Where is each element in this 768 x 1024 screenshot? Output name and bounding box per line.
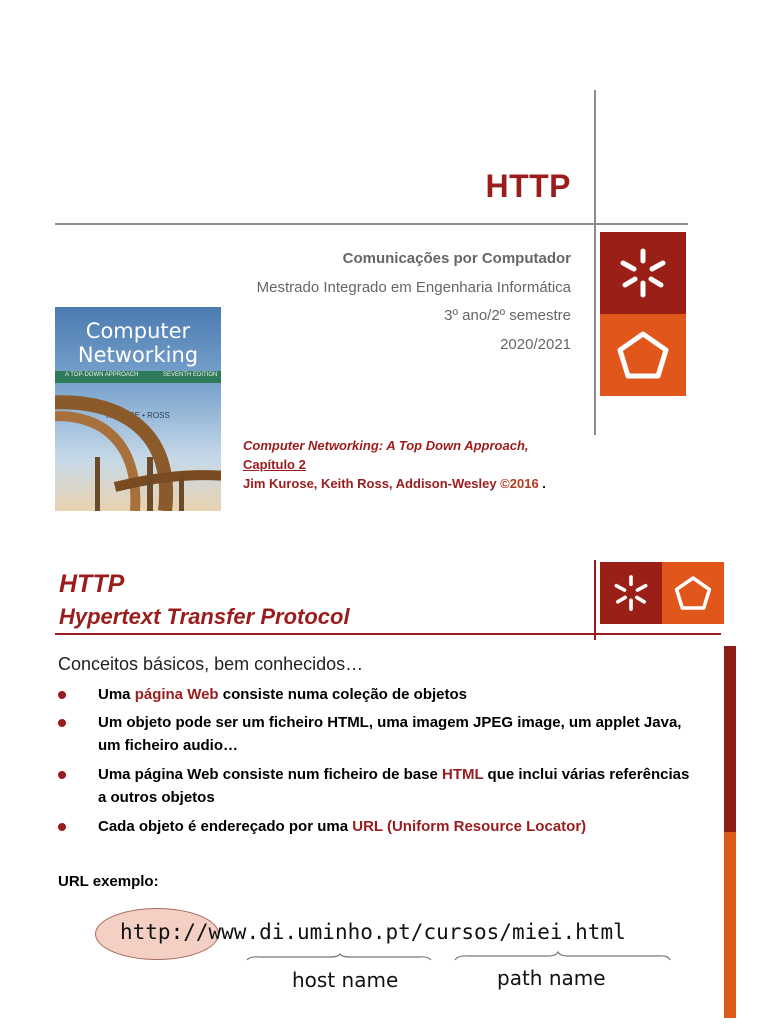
slide2-subtitle: Hypertext Transfer Protocol xyxy=(59,604,350,629)
program-name: Mestrado Integrado em Engenharia Informática xyxy=(256,279,571,296)
book-authors: KUROSE • ROSS xyxy=(106,411,170,420)
bullet-text: Uma página Web consiste num ficheiro de base xyxy=(98,766,442,783)
bullet-highlight: URL (Uniform Resource Locator) xyxy=(352,818,587,835)
reference-suffix: . xyxy=(538,476,546,491)
book-edition: SEVENTH EDITION xyxy=(163,372,218,378)
book-subtitle: A TOP-DOWN APPROACH xyxy=(65,372,139,378)
bullet-text: Cada objeto é endereçado por uma xyxy=(98,818,353,835)
intro-text: Conceitos básicos, bem conhecidos… xyxy=(58,654,364,674)
host-brace xyxy=(247,954,431,960)
host-name-label: host name xyxy=(292,968,399,992)
course-name: Comunicações por Computador xyxy=(342,250,571,267)
bullet-text: consiste numa coleção de objetos xyxy=(218,686,467,703)
reference-year: ©2016 xyxy=(500,476,539,491)
reference-chapter: Capítulo 2 xyxy=(243,457,306,472)
url-example-label: URL exemplo: xyxy=(58,873,159,890)
reference-book-title: Computer Networking: A Top Down Approach, xyxy=(243,438,529,453)
path-brace xyxy=(455,952,670,960)
academic-year: 2020/2021 xyxy=(500,336,571,353)
path-name-label: path name xyxy=(497,966,606,990)
bullet-text: Um objeto pode ser um ficheiro HTML, uma imagem JPEG image, um applet Java, um ficheiro audio… xyxy=(98,714,682,754)
url-protocol: http:// xyxy=(120,920,209,944)
book-title-line1: Computer xyxy=(85,319,191,343)
year-semester: 3º ano/2º semestre xyxy=(444,307,571,324)
bullet-text: Uma xyxy=(98,686,135,703)
bullet-highlight: página Web xyxy=(134,686,219,703)
url-host-path: www.di.uminho.pt/cursos/miei.html xyxy=(208,920,626,944)
slide2-title: HTTP xyxy=(59,570,125,598)
book-title-line2: Networking xyxy=(77,343,199,367)
reference-authors-text: Jim Kurose, Keith Ross, Addison-Wesley xyxy=(243,476,501,491)
bullet-text: que inclui várias referências a outros objetos xyxy=(98,766,690,806)
slide-title: HTTP xyxy=(485,168,571,204)
bullet-highlight: HTML xyxy=(441,766,484,783)
